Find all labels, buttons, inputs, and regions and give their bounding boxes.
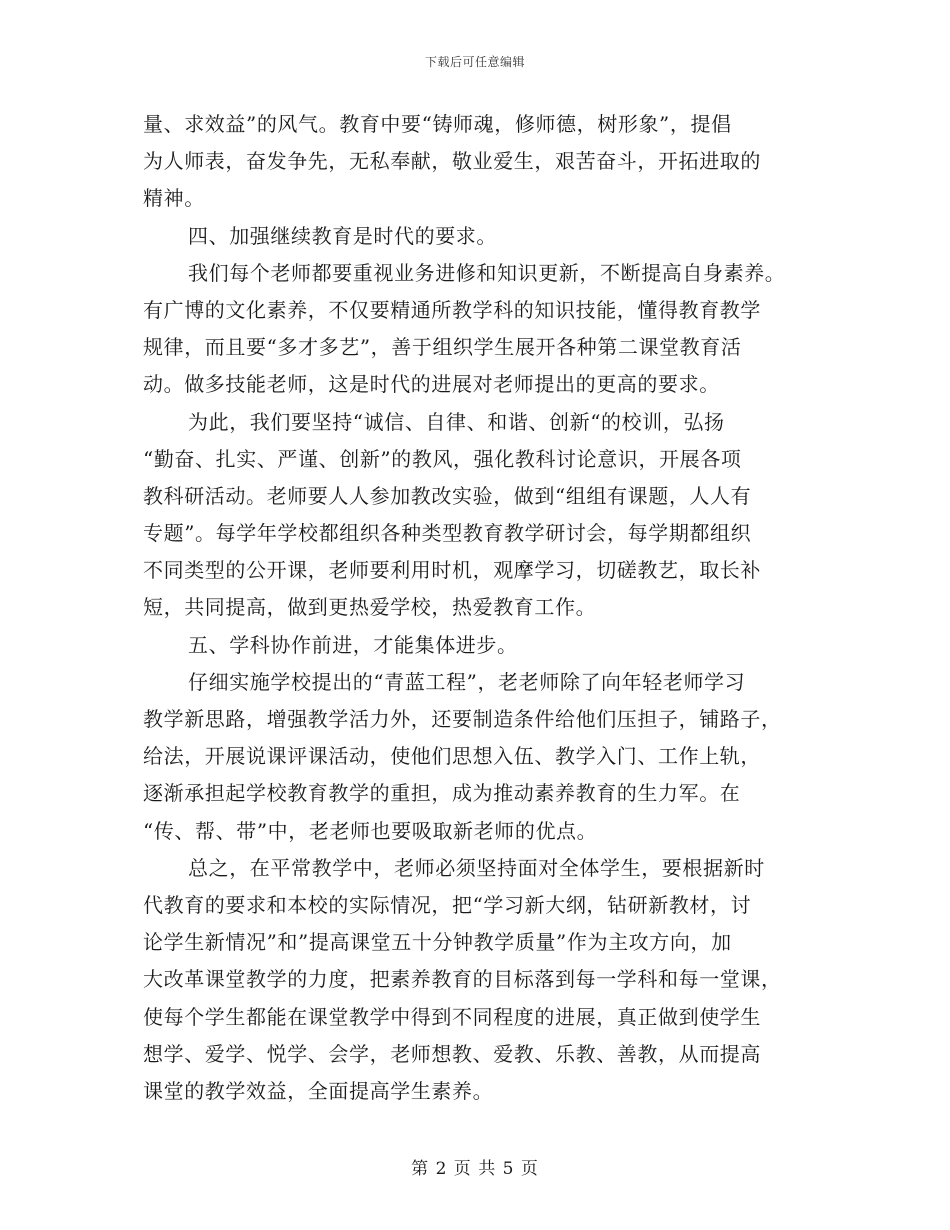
paragraph-first-line: 为此，我们要坚持“诚信、自律、和谐、创新“的校训，弘扬 <box>188 409 725 434</box>
paragraph-first-line: 仔细实施学校提出的“青蓝工程”，老老师除了向年轻老师学习 <box>188 669 746 694</box>
text-line: 精神。 <box>143 186 205 211</box>
text-line: 教科研活动。老师要人人参加教改实验，做到“组组有课题，人人有 <box>143 483 752 508</box>
text-line: 为人师表，奋发争先，无私奉献，敬业爱生，艰苦奋斗，开拓进取的 <box>143 149 761 174</box>
text-line: 量、求效益”的风气。教育中要“铸师魂，修师德，树形象”，提倡 <box>143 112 732 136</box>
page-footer: 第 2 页 共 5 页 <box>411 1159 539 1179</box>
text-line: 大改革课堂教学的力度，把素养教育的目标落到每一学科和每一堂课， <box>143 967 782 992</box>
text-line: 动。做多技能老师，这是时代的进展对老师提出的更高的要求。 <box>143 372 720 397</box>
text-line: 代教育的要求和本校的实际情况，把“学习新大纲，钻研新教材，讨 <box>143 892 752 917</box>
text-line: 论学生新情况”和”提高课堂五十分钟教学质量”作为主攻方向，加 <box>143 930 732 955</box>
document-body <box>143 106 823 1110</box>
text-line: 教学新思路，增强教学活力外，还要制造条件给他们压担子，铺路子， <box>143 707 782 731</box>
text-line: 短，共同提高，做到更热爱学校，热爱教育工作。 <box>143 595 597 620</box>
text-line: “传、帮、带”中，老老师也要吸取新老师的优点。 <box>143 818 598 843</box>
text-line: 课堂的教学效益，全面提高学生素养。 <box>143 1078 494 1103</box>
text-line: 逐渐承担起学校教育教学的重担，成为推动素养教育的生力军。在 <box>143 781 741 806</box>
paragraph-first-line: 四、加强继续教育是时代的要求。 <box>188 223 497 248</box>
text-line: 专题”。每学年学校都组织各种类型教育教学研讨会，每学期都组织 <box>143 521 752 546</box>
page-header: 下载后可任意编辑 <box>424 55 525 69</box>
paragraph-first-line: 五、学科协作前进，才能集体进步。 <box>188 632 518 657</box>
text-line: “勤奋、扎实、严谨、创新”的教风，强化教科讨论意识，开展各项 <box>143 446 742 471</box>
text-line: 给法，开展说课评课活动，使他们思想入伍、教学入门、工作上轨， <box>143 744 761 769</box>
paragraph-first-line: 我们每个老师都要重视业务进修和知识更新，不断提高自身素养。 <box>188 260 786 285</box>
text-line: 有广博的文化素养，不仅要精通所教学科的知识技能，懂得教育教学 <box>143 297 761 322</box>
text-line: 不同类型的公开课，老师要利用时机，观摩学习，切磋教艺，取长补 <box>143 558 761 583</box>
text-line: 想学、爱学、悦学、会学，老师想教、爱教、乐教、善教，从而提高 <box>143 1041 761 1066</box>
text-line: 规律，而且要“多才多艺”，善于组织学生展开各种第二课堂教育活 <box>143 335 742 360</box>
paragraph-first-line: 总之，在平常教学中，老师必须坚持面对全体学生，要根据新时 <box>188 855 765 880</box>
text-line: 使每个学生都能在课堂教学中得到不同程度的进展，真正做到使学生 <box>143 1004 761 1029</box>
